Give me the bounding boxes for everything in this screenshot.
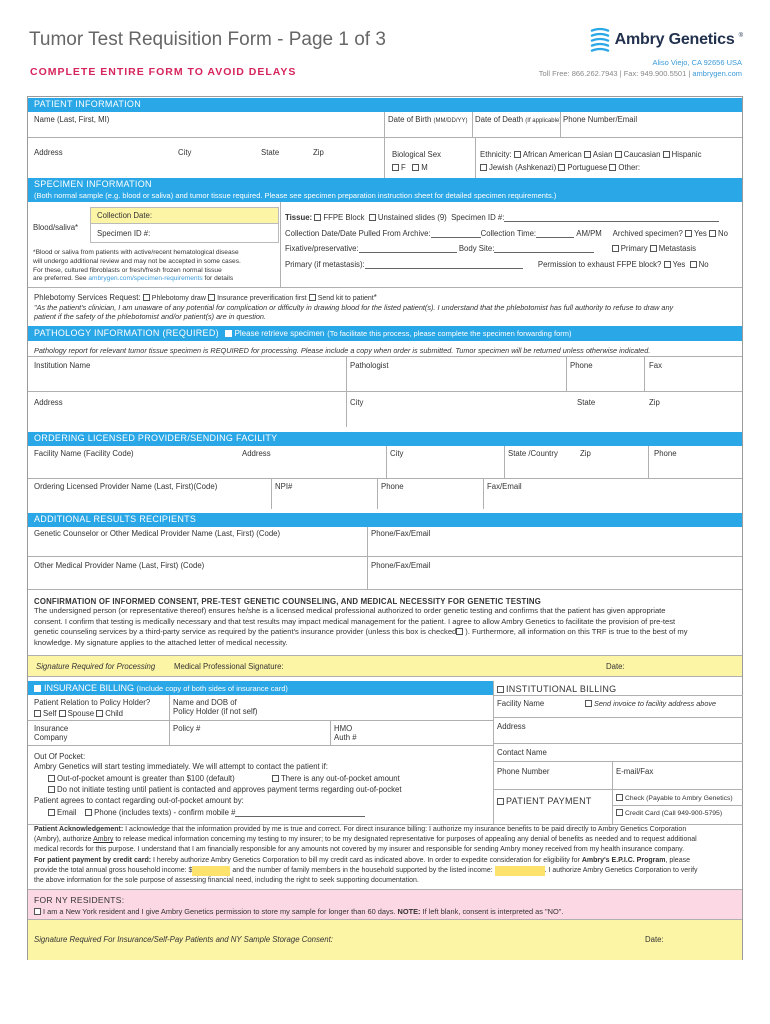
collection-date-field[interactable] [90, 207, 279, 224]
email-label: Email [57, 808, 77, 817]
coll-date-input[interactable] [431, 237, 481, 238]
ins-company-line: Insurance [34, 724, 69, 733]
path-phone-label: Phone [570, 361, 593, 370]
policy-holder-line: Policy Holder (if not self) [173, 707, 258, 716]
archived-yes: Yes [694, 229, 707, 238]
medical-signature-field[interactable] [28, 655, 742, 677]
phleb-statement-line: "As the patient's clinician, I am unaware of any potential for complication or difficulty in drawing blood for the listed patient(s). I understand that the phlebotomist has full authority to refuse to draw any [34, 303, 674, 312]
dob-format: (MM/DD/YY) [433, 118, 468, 124]
patient-info-header [28, 98, 742, 112]
sex-f-checkbox[interactable] [392, 164, 399, 171]
divider [28, 478, 742, 479]
primary-if-input[interactable] [365, 268, 523, 269]
divider [28, 745, 493, 746]
ack-line: I hereby authorize Ambry Genetics Corporation to bill my credit card as indicated above. In order to expedite consideration for eligibility for [153, 856, 580, 864]
send-invoice-row [585, 699, 716, 708]
send-kit-checkbox[interactable] [309, 294, 316, 301]
dob-text: Date of Birth [388, 115, 432, 124]
ack-line: (Ambry), authorize [34, 836, 92, 844]
path-address-label: Address [34, 398, 63, 407]
archived-label: Archived specimen? [612, 229, 683, 238]
patient-name-label: Name (Last, First, MI) [34, 115, 110, 124]
divider [483, 478, 484, 509]
eth-jewish: Jewish (Ashkenazi) [489, 163, 557, 172]
dod-text: Date of Death [475, 115, 524, 124]
consent-line: ). Furthermore, all information on this TRF is true to the best of my [465, 627, 688, 637]
consent-title: CONFIRMATION OF INFORMED CONSENT, PRE-TEST GENETIC COUNSELING, AND MEDICAL NECESSITY FOR GENETIC TESTING [34, 597, 541, 606]
primary-checkbox[interactable] [612, 245, 619, 252]
ny-consent-row [34, 907, 563, 916]
divider [648, 446, 649, 478]
archived-no: No [717, 229, 728, 238]
patient-payment-checkbox[interactable] [497, 798, 504, 805]
patient-payment-title: PATIENT PAYMENT [506, 796, 592, 806]
sex-m-checkbox[interactable] [412, 164, 419, 171]
insurance-checkbox[interactable] [34, 685, 41, 692]
divider [493, 695, 743, 696]
divider [28, 589, 742, 590]
path-state-label: State [577, 398, 596, 407]
page-title: Tumor Test Requisition Form - Page 1 of 3 [29, 29, 386, 50]
blood-note-line: will undergo additional review and may not be accepted in some cases. [33, 257, 241, 265]
hmo-text: HMO [334, 724, 353, 733]
divider [493, 789, 743, 790]
ack-line: , please [665, 856, 690, 864]
inst-contact-label: Contact Name [497, 748, 547, 757]
body-site-input[interactable] [494, 252, 594, 253]
requisition-form [27, 96, 743, 960]
ordering-header [28, 432, 742, 446]
eth-portuguese: Portuguese [567, 163, 608, 172]
divider [493, 681, 494, 824]
ack-line: . I authorize Ambry Genetics Corporation to verify [544, 866, 698, 874]
inst-address-label: Address [497, 722, 526, 731]
path-zip-label: Zip [649, 398, 660, 407]
blood-saliva-label: Blood/saliva* [33, 223, 79, 232]
contact-by-options [48, 808, 365, 817]
tissue-row [285, 213, 719, 222]
sex-f-label: F [401, 163, 406, 172]
ny-title: FOR NY RESIDENTS: [34, 895, 125, 905]
eth-other-checkbox[interactable] [609, 164, 616, 171]
blood-note-line: For these, cultured fibroblasts or fresh/fresh frozen normal tissue [33, 266, 222, 274]
divider [28, 556, 742, 557]
divider [612, 761, 613, 789]
phleb-draw-checkbox[interactable] [143, 294, 150, 301]
sex-label: Biological Sex [392, 150, 441, 159]
coll-time-label: Collection Time: [480, 229, 537, 238]
sig-required-label: Signature Required for Processing [36, 662, 156, 671]
pathologist-label: Pathologist [350, 361, 389, 370]
npi-label: NPI# [275, 482, 293, 491]
consent-line: The undersigned person (or representative thereof) ensures he/she is a licensed medical professional authorized to order genetic testing and confirms that the patient has given appropriate [34, 606, 666, 615]
divider [560, 112, 561, 137]
specimen-requirements-link[interactable]: ambrygen.com/specimen-requirements [88, 275, 203, 283]
ny-note-text: If left blank, consent is interpreted as "NO". [422, 907, 564, 916]
institutional-row [497, 684, 617, 694]
ethnicity-row-2 [480, 163, 640, 172]
unstained-checkbox[interactable] [369, 214, 376, 221]
patient-info-title: PATIENT INFORMATION [34, 99, 142, 109]
ack-line: to release medical information concerning my testing to my insurer; to be my designated representative for purposes of appealing any denial of benefits as needed and to request additional [115, 836, 697, 844]
mobile-input[interactable] [235, 816, 365, 817]
dob-label [388, 115, 468, 124]
divider [280, 202, 281, 287]
ord-zip-label: Zip [580, 449, 591, 458]
patient-city-label: City [178, 148, 192, 157]
exhaust-yes: Yes [672, 260, 686, 269]
collection-date-label: Collection Date: [97, 211, 153, 220]
divider [644, 356, 645, 391]
oop-text: Ambry Genetics will start testing immediately. We will attempt to contact the patient if: [34, 762, 328, 771]
retrieve-label: Please retrieve specimen [234, 329, 325, 338]
relation-label: Patient Relation to Policy Holder? [34, 698, 151, 707]
company-contact: Toll Free: 866.262.7943 | Fax: 949.900.5501 | [538, 69, 691, 78]
oop-100-checkbox[interactable] [48, 775, 55, 782]
divider [28, 720, 493, 721]
eth-portuguese-checkbox[interactable] [558, 164, 565, 171]
oop-dont-checkbox[interactable] [48, 786, 55, 793]
recipients-header [28, 513, 742, 527]
fixative-input[interactable] [359, 252, 457, 253]
exhaust-no-checkbox[interactable] [690, 261, 697, 268]
primary-if-row [285, 260, 709, 269]
ack-line: medical records for this purpose. I understand that I am financially responsible for any amounts not covered by my insurer and responsible for sending Ambry money received from my health insurance company. [34, 846, 685, 854]
divider [493, 743, 743, 744]
ack-line: I acknowledge that the information provided by me is true and correct. For direct insurance billing: I authorize my insurance benefits to be paid directly to Ambry Genetics Corporation [125, 826, 687, 833]
path-fax-label: Fax [649, 361, 662, 370]
unstained-label: Unstained slides (9) [377, 213, 447, 222]
check-row [616, 794, 733, 802]
tissue-id-label: Specimen ID #: [451, 213, 505, 222]
archived-yes-checkbox[interactable] [685, 230, 692, 237]
send-invoice-label: Send invoice to facility address above [594, 699, 717, 708]
oop-label: Out Of Pocket: [34, 752, 86, 761]
ack-label: Patient Acknowledgement: [34, 826, 124, 833]
card-label: Credit Card (Call 949-900-5795) [625, 810, 723, 817]
policy-holder-line: Name and DOB of [173, 698, 237, 707]
epic-program: Ambry's E.P.I.C. Program [581, 856, 666, 864]
divider [28, 391, 742, 392]
patient-address-label: Address [34, 148, 63, 157]
income-input[interactable] [192, 866, 230, 876]
divider [330, 720, 331, 745]
ny-section [28, 889, 742, 959]
recip-pfe1-label: Phone/Fax/Email [371, 529, 431, 538]
phone-email-label: Phone Number/Email [563, 115, 638, 124]
specimen-id-field[interactable] [90, 224, 279, 243]
family-members-input[interactable] [495, 866, 545, 876]
dod-note: (If applicable) [525, 118, 562, 124]
card-checkbox[interactable] [616, 809, 623, 816]
company-website[interactable]: ambrygen.com [692, 69, 742, 78]
pathology-note: Pathology report for relevant tumor tissue specimen is REQUIRED for processing. Please include a copy when order is submitted. Tumor specimen will be returned unless otherwise indicated. [34, 346, 651, 355]
send-kit-label: Send kit to patient [317, 295, 374, 302]
oop-dont-label: Do not initiate testing until patient is contacted and approves payment terms regarding out-of-pocket [57, 785, 402, 794]
body-site-label: Body Site: [458, 244, 495, 253]
ny-note-label: NOTE: [397, 907, 421, 916]
divider [472, 112, 473, 137]
ord-state-label: State /Country [508, 449, 558, 458]
eth-asian-checkbox[interactable] [584, 151, 591, 158]
other-provider-label: Other Medical Provider Name (Last, First) (Code) [34, 561, 205, 570]
inst-facility-label: Facility Name [497, 699, 545, 708]
ack-line: provide the total annual gross household income: $ [34, 866, 193, 874]
consent-line: genetic counseling services by a third-party service as required by the patient's insurance provider (unless this box is checked [34, 627, 457, 637]
divider [28, 356, 742, 357]
consent-line: knowledge. My signature applies to the attached letter of medical necessity. [34, 637, 288, 647]
policy-label: Policy # [173, 724, 201, 733]
brand-mark: ® [738, 33, 743, 39]
blood-note [33, 249, 241, 284]
facility-label: Facility Name (Facility Code) [34, 449, 134, 458]
ack-line: the above information for the sole purpose of assessing financial need, including the right to seek supporting documentation. [34, 877, 419, 885]
helix-icon [589, 27, 611, 53]
card-row [616, 809, 722, 817]
phleb-statement [34, 303, 673, 321]
oop-100-label: Out-of-pocket amount is greater than $100 (default) [57, 774, 235, 783]
phleb-draw-label: Phlebotomy draw [151, 295, 206, 302]
ins-company-label [34, 724, 68, 742]
institutional-checkbox[interactable] [497, 686, 504, 693]
policy-holder-label [173, 698, 258, 716]
pathology-header [28, 326, 742, 341]
oop-any-checkbox[interactable] [272, 775, 279, 782]
eth-african-checkbox[interactable] [514, 151, 521, 158]
patient-zip-label: Zip [313, 148, 324, 157]
spouse-label: Spouse [67, 709, 95, 718]
relation-options [34, 709, 123, 718]
divider [386, 446, 387, 478]
eth-other: Other: [618, 163, 641, 172]
child-label: Child [105, 709, 124, 718]
inst-phone-label: Phone Number [497, 767, 550, 776]
insurance-note: (Include copy of both sides of insurance card) [136, 684, 288, 693]
ffpe-checkbox[interactable] [314, 214, 321, 221]
exhaust-no: No [698, 260, 709, 269]
specimen-header [28, 178, 742, 202]
ord-city-label: City [390, 449, 404, 458]
self-checkbox[interactable] [34, 710, 41, 717]
divider [504, 446, 505, 478]
archived-no-checkbox[interactable] [709, 230, 716, 237]
exhaust-label: Permission to exhaust FFPE block? [537, 260, 662, 269]
ord-fax-label: Fax/Email [487, 482, 522, 491]
blood-note-line: *Blood or saliva from patients with active/recent hematological disease [33, 249, 239, 256]
phone-texts-label: Phone (includes texts) - confirm mobile # [94, 808, 236, 817]
blood-note-line: are preferred. See [33, 275, 87, 283]
page-subtitle: COMPLETE ENTIRE FORM TO AVOID DELAYS [30, 66, 297, 78]
patient-signature-field[interactable] [28, 919, 742, 960]
patient-sig-label: Signature Required For Insurance/Self-Pay Patients and NY Sample Storage Consent: [34, 935, 333, 944]
specimen-id-label: Specimen ID #: [97, 229, 151, 238]
child-checkbox[interactable] [96, 710, 103, 717]
eth-hispanic-checkbox[interactable] [663, 151, 670, 158]
tissue-label: Tissue: [285, 213, 313, 222]
divider [566, 356, 567, 391]
blood-note-line: for details [204, 275, 234, 283]
divider [493, 761, 743, 762]
ack-line: Ambry [93, 836, 114, 844]
insurance-header [28, 681, 493, 695]
divider [28, 137, 742, 138]
primary-label: Primary [620, 244, 648, 253]
divider [475, 137, 476, 182]
specimen-title: SPECIMEN INFORMATION [34, 179, 152, 189]
ny-consent-checkbox[interactable] [34, 908, 41, 915]
divider [271, 478, 272, 509]
eth-caucasian-checkbox[interactable] [615, 151, 622, 158]
med-sig-date-label: Date: [606, 662, 625, 671]
pathology-title: PATHOLOGY INFORMATION (REQUIRED) [34, 328, 219, 338]
sex-options [392, 163, 428, 172]
company-address [539, 57, 742, 79]
ffpe-label: FFPE Block [323, 213, 365, 222]
phone-texts-checkbox[interactable] [85, 809, 92, 816]
retrieve-note: (To facilitate this process, please complete the specimen forwarding form) [327, 329, 572, 338]
ins-company-line: Company [34, 733, 68, 742]
contact-by-label: Patient agrees to contact regarding out-of-pocket amount by: [34, 796, 244, 805]
hmo-label [334, 724, 357, 742]
phleb-label: Phlebotomy Services Request: [34, 293, 141, 302]
med-sig-label: Medical Professional Signature: [174, 662, 284, 671]
ny-consent-text: I am a New York resident and I give Ambry Genetics permission to store my sample for longer than 60 days. [43, 907, 396, 916]
phlebotomy-row: Phlebotomy Services Request: Phlebotomy draw Insurance preverification first Send kit to patient* [34, 293, 377, 302]
auth-text: Auth # [334, 733, 357, 742]
gc-optout-checkbox[interactable] [456, 628, 463, 635]
preverif-checkbox[interactable] [208, 294, 215, 301]
provider-label: Ordering Licensed Provider Name (Last, First)(Code) [34, 482, 218, 491]
collection-row [285, 229, 728, 238]
insurance-title: INSURANCE BILLING [44, 683, 135, 693]
ordering-title: ORDERING LICENSED PROVIDER/SENDING FACILITY [34, 433, 278, 443]
tissue-id-input[interactable] [504, 221, 719, 222]
retrieve-checkbox[interactable] [225, 330, 232, 337]
eth-african: African American [522, 150, 582, 159]
institution-label: Institution Name [34, 361, 91, 370]
brand-name: Ambry Genetics [614, 31, 735, 48]
oop-dont-row [48, 785, 402, 794]
ack-line: For patient payment by credit card: [34, 856, 152, 864]
primary-if-label: Primary (if metastasis): [285, 260, 365, 269]
ambry-logo [589, 27, 743, 53]
oop-any-label: There is any out-of-pocket amount [281, 774, 400, 783]
ethnicity-label: Ethnicity: [480, 150, 512, 159]
metastasis-label: Metastasis [658, 244, 697, 253]
consent-line: consent. I confirm that testing is medically necessary and that test results may impact medical management for the patient. I agree to allow Ambry Genetics to facilitate the provision of pre-test [34, 616, 676, 626]
email-checkbox[interactable] [48, 809, 55, 816]
ord-phone2-label: Phone [381, 482, 404, 491]
exhaust-yes-checkbox[interactable] [664, 261, 671, 268]
inst-email-label: E-mail/Fax [616, 767, 654, 776]
eth-jewish-checkbox[interactable] [480, 164, 487, 171]
ack-line: and the number of family members in the household supported by the listed income: [232, 866, 493, 874]
patient-state-label: State [261, 148, 280, 157]
counselor-label: Genetic Counselor or Other Medical Provider Name (Last, First) (Code) [34, 529, 281, 538]
dod-label [475, 115, 561, 124]
ethnicity-row-1 [480, 150, 702, 159]
oop-100-row [48, 774, 235, 783]
coll-time-input[interactable] [536, 237, 574, 238]
oop-any-row [272, 774, 400, 783]
divider [377, 478, 378, 509]
divider [612, 789, 613, 824]
divider [493, 717, 743, 718]
specimen-note: (Both normal sample (e.g. blood or saliva) and tumor tissue required. Please see specimen preparation instruction sheet for detailed specimen requirements.) [34, 191, 557, 200]
recipients-title: ADDITIONAL RESULTS RECIPIENTS [34, 514, 197, 524]
divider [28, 287, 742, 288]
consent-text [34, 606, 736, 648]
ord-phone-label: Phone [654, 449, 677, 458]
patient-sig-date-label: Date: [645, 935, 664, 944]
spouse-checkbox[interactable] [59, 710, 66, 717]
ord-address-label: Address [242, 449, 271, 458]
acknowledgement-text [34, 825, 736, 886]
company-city: Aliso Viejo, CA 92656 USA [652, 58, 742, 67]
fixative-label: Fixative/preservative: [285, 244, 359, 253]
divider [384, 112, 385, 182]
patient-payment-row [497, 796, 592, 806]
ampm-label: AM/PM [576, 229, 602, 238]
sex-m-label: M [421, 163, 428, 172]
eth-asian: Asian [592, 150, 613, 159]
phleb-statement-line: patient if the safety of the phlebotomist and/or patient(s) are in question. [34, 312, 267, 321]
divider [367, 527, 368, 589]
fixative-row [285, 244, 696, 253]
preverif-label: Insurance preverification first [217, 295, 307, 302]
self-label: Self [43, 709, 57, 718]
eth-caucasian: Caucasian [623, 150, 661, 159]
eth-hispanic: Hispanic [671, 150, 702, 159]
check-label: Check (Payable to Ambry Genetics) [625, 795, 733, 802]
metastasis-checkbox[interactable] [650, 245, 657, 252]
divider [612, 805, 743, 806]
coll-date-label: Collection Date/Date Pulled From Archive: [285, 229, 431, 238]
check-checkbox[interactable] [616, 794, 623, 801]
institutional-title: INSTITUTIONAL BILLING [506, 684, 617, 694]
send-invoice-checkbox[interactable] [585, 700, 592, 707]
path-city-label: City [350, 398, 364, 407]
recip-pfe2-label: Phone/Fax/Email [371, 561, 431, 570]
